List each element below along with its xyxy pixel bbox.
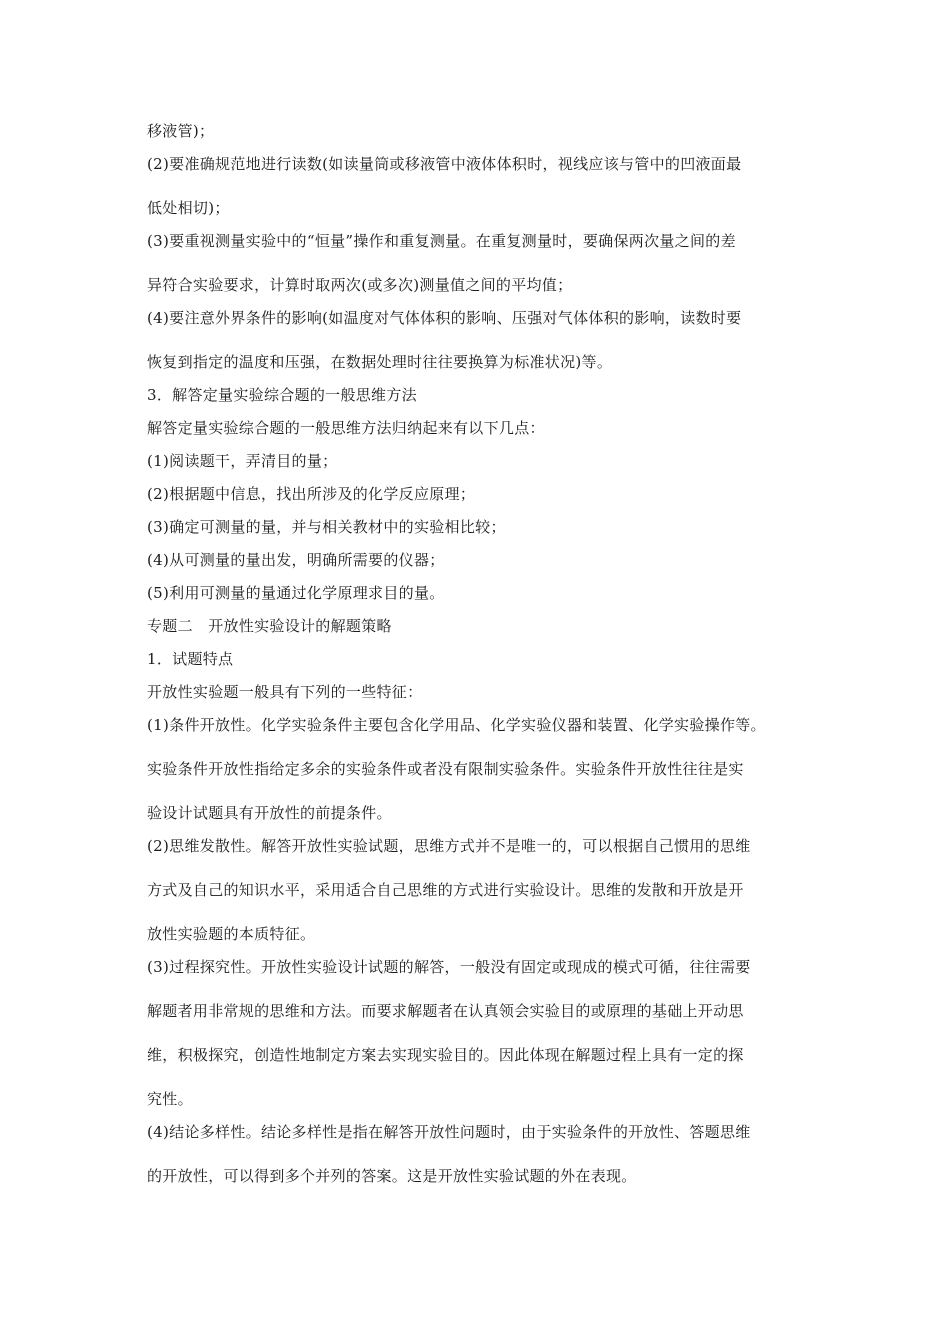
text-line: (1)阅读题干，弄清目的量； (147, 452, 338, 470)
text-line: 方式及自己的知识水平，采用适合自己思维的方式进行实验设计。思维的发散和开放是开 (147, 881, 744, 899)
text-line: (3)要重视测量实验中的“恒量”操作和重复测量。在重复测量时，要确保两次量之间的差 (147, 232, 736, 250)
text-line: 实验条件开放性指给定多余的实验条件或者没有限制实验条件。实验条件开放性往往是实 (147, 760, 744, 778)
text-line: 低处相切)； (147, 199, 230, 217)
text-line: 维，积极探究，创造性地制定方案去实现实验目的。因此体现在解题过程上具有一定的探 (147, 1046, 744, 1064)
text-line: (5)利用可测量的量通过化学原理求目的量。 (147, 584, 445, 602)
text-line: (4)结论多样性。结论多样性是指在解答开放性问题时，由于实验条件的开放性、答题思维 (147, 1123, 751, 1141)
text-line: 的开放性，可以得到多个并列的答案。这是开放性实验试题的外在表现。 (147, 1167, 637, 1185)
text-line: 解题者用非常规的思维和方法。而要求解题者在认真领会实验目的或原理的基础上开动思 (147, 1002, 744, 1020)
text-line: (2)思维发散性。解答开放性实验试题，思维方式并不是唯一的，可以根据自己惯用的思维 (147, 837, 751, 855)
text-line: 放性实验题的本质特征。 (147, 925, 316, 943)
text-line: (4)从可测量的量出发，明确所需要的仪器； (147, 551, 445, 569)
text-line: (2)根据题中信息，找出所涉及的化学反应原理； (147, 485, 476, 503)
text-line: 3．解答定量实验综合题的一般思维方法 (147, 386, 417, 404)
document-body (147, 120, 827, 1198)
text-line: 恢复到指定的温度和压强，在数据处理时往往要换算为标准状况)等。 (147, 353, 613, 371)
text-line: (3)过程探究性。开放性实验设计试题的解答，一般没有固定或现成的模式可循，往往需要 (147, 958, 751, 976)
text-line: (4)要注意外界条件的影响(如温度对气体体积的影响、压强对气体体积的影响，读数时要 (147, 309, 742, 327)
text-line: (2)要准确规范地进行读数(如读量筒或移液管中液体体积时，视线应该与管中的凹液面最 (147, 155, 742, 173)
text-line: 专题二 开放性实验设计的解题策略 (147, 617, 392, 635)
text-line: (1)条件开放性。化学实验条件主要包含化学用品、化学实验仪器和装置、化学实验操作等。 (147, 716, 766, 734)
text-line: 移液管)； (147, 122, 215, 140)
text-line: 1．试题特点 (147, 650, 234, 668)
text-line: 解答定量实验综合题的一般思维方法归纳起来有以下几点： (147, 419, 545, 437)
text-line: 验设计试题具有开放性的前提条件。 (147, 804, 392, 822)
text-line: 开放性实验题一般具有下列的一些特征： (147, 683, 423, 701)
text-line: 异符合实验要求，计算时取两次(或多次)测量值之间的平均值； (147, 276, 573, 294)
text-line: (3)确定可测量的量，并与相关教材中的实验相比较； (147, 518, 506, 536)
text-line: 究性。 (147, 1090, 193, 1108)
